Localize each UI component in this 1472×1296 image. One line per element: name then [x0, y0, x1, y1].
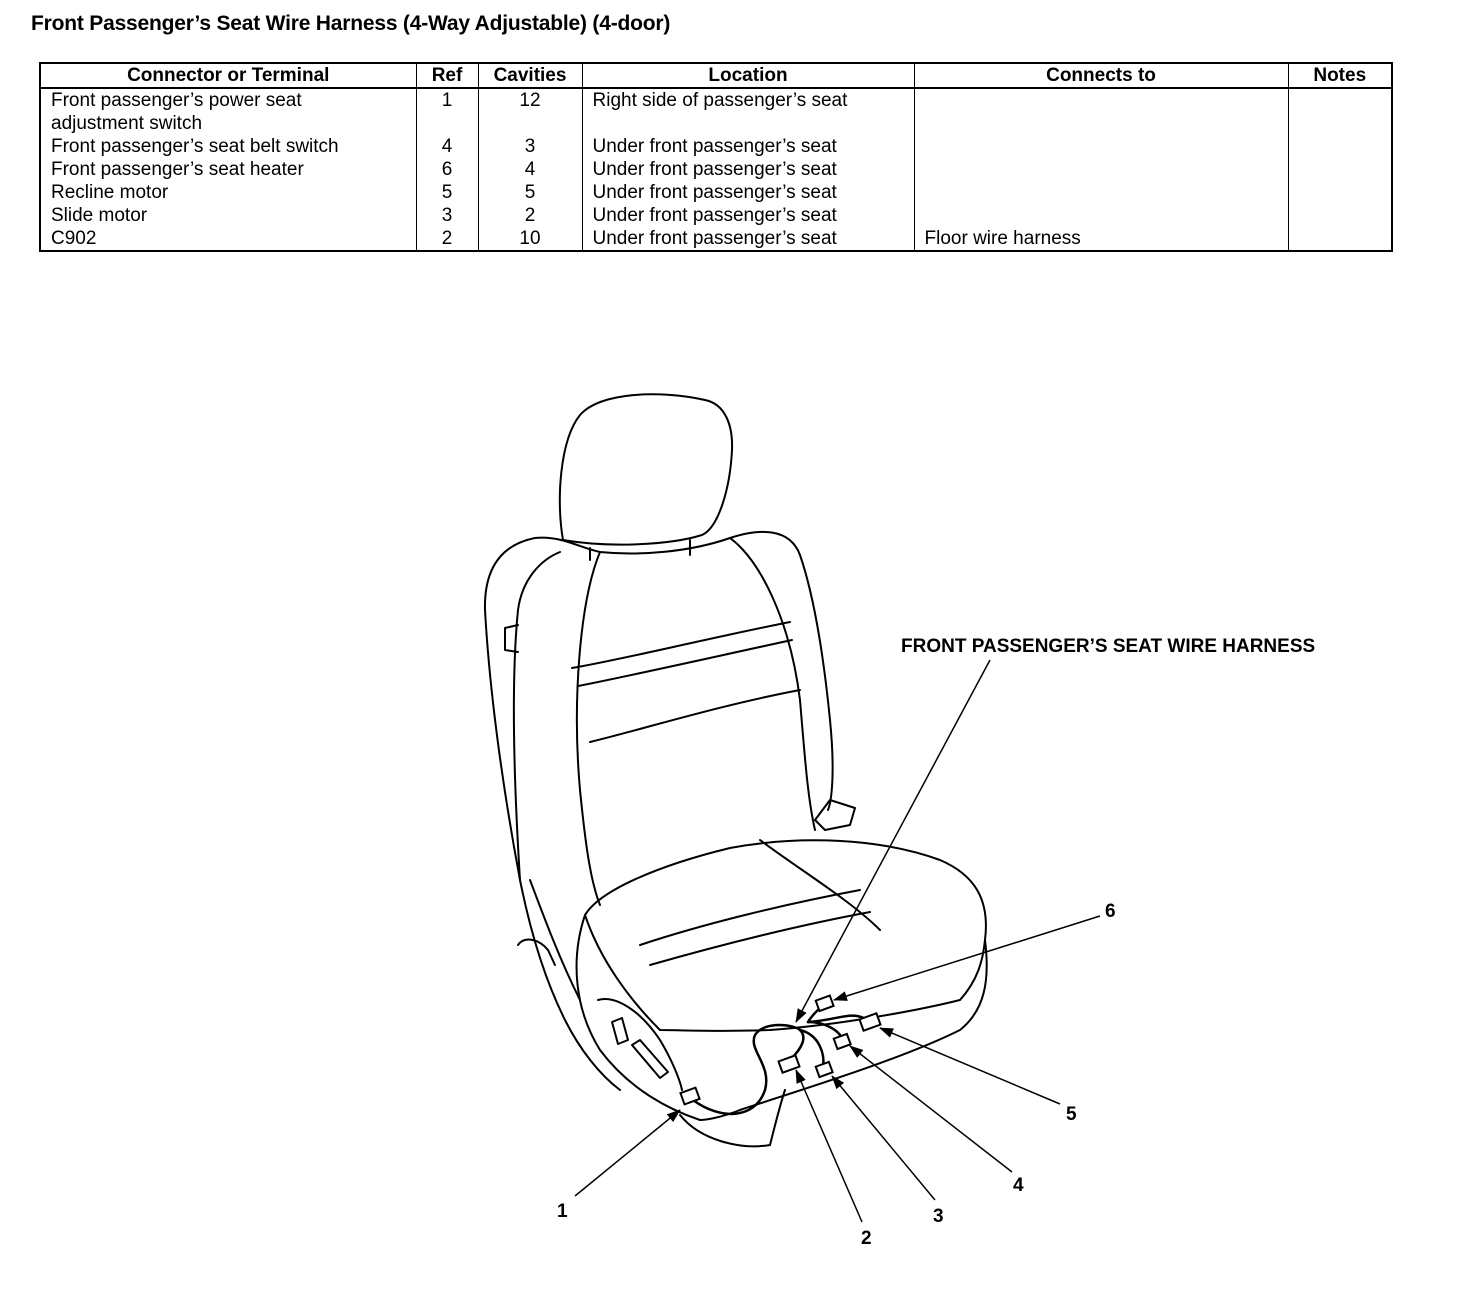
header-ref: Ref: [416, 63, 478, 88]
cell-location: Right side of passenger’s seat: [582, 88, 914, 135]
cell-connector: C902: [40, 227, 416, 251]
header-notes: Notes: [1288, 63, 1392, 88]
page-title: Front Passenger’s Seat Wire Harness (4-Way Adjustable) (4-door): [31, 12, 671, 35]
power-switch-knob: [612, 1018, 628, 1044]
callout-1: 1: [557, 1201, 568, 1222]
header-location: Location: [582, 63, 914, 88]
cell-connector: Slide motor: [40, 204, 416, 227]
seatback-seam-mid: [578, 640, 792, 686]
cell-connects-to: [914, 158, 1288, 181]
cell-location: Under front passenger’s seat: [582, 204, 914, 227]
cell-ref: 3: [416, 204, 478, 227]
leader-2: [796, 1070, 862, 1222]
leader-6: [834, 916, 1100, 1000]
cell-connects-to: [914, 204, 1288, 227]
leader-5: [880, 1028, 1060, 1104]
table-row: [40, 181, 1392, 204]
seat-side-rail-inner: [530, 880, 580, 1000]
cell-cavities: 2: [478, 204, 582, 227]
table-row: [40, 158, 1392, 181]
seat-harness-diagram: [0, 260, 1472, 1296]
connector-6: [816, 996, 834, 1011]
connector-3: [816, 1062, 833, 1077]
cell-location: Under front passenger’s seat: [582, 158, 914, 181]
cell-ref: 6: [416, 158, 478, 181]
table-row: [40, 135, 1392, 158]
seatback-side-bolster: [577, 552, 600, 905]
connectors: [680, 996, 880, 1105]
leader-3: [832, 1076, 935, 1200]
cell-cavities: 4: [478, 158, 582, 181]
callout-6: 6: [1105, 901, 1116, 922]
header-cavities: Cavities: [478, 63, 582, 88]
headrest-outline: [560, 394, 732, 544]
connector-line2: adjustment switch: [51, 113, 203, 134]
cell-cavities: 5: [478, 181, 582, 204]
seat-side-rail: [520, 880, 620, 1090]
cell-notes: [1288, 227, 1392, 251]
callout-4: 4: [1013, 1175, 1024, 1196]
power-switch-panel: [598, 999, 682, 1090]
cell-connector: Recline motor: [40, 181, 416, 204]
leader-4: [850, 1046, 1012, 1172]
cell-location: Under front passenger’s seat: [582, 135, 914, 158]
header-connects-to: Connects to: [914, 63, 1288, 88]
connector-4: [834, 1034, 851, 1049]
cell-ref: 4: [416, 135, 478, 158]
cell-cavities: 10: [478, 227, 582, 251]
seat-cushion-seam-rear: [650, 912, 870, 965]
cell-notes: [1288, 181, 1392, 204]
seat-base-lower: [680, 1115, 770, 1146]
cell-ref: 2: [416, 227, 478, 251]
seatback-outline: [485, 532, 833, 880]
seat-illustration: [485, 394, 987, 1146]
cell-notes: [1288, 204, 1392, 227]
header-connector: Connector or Terminal: [40, 63, 416, 88]
cell-connects-to: [914, 135, 1288, 158]
callout-2: 2: [861, 1228, 872, 1249]
callout-5: 5: [1066, 1104, 1077, 1125]
seatback-inner-right: [730, 538, 815, 830]
leader-1: [575, 1110, 680, 1196]
cell-connects-to: Floor wire harness: [914, 227, 1288, 251]
cell-ref: 5: [416, 181, 478, 204]
table-header-row: [40, 63, 1392, 88]
connector-table: [39, 62, 1393, 252]
seat-cushion-seam-front: [640, 890, 860, 945]
connector-5: [859, 1013, 880, 1030]
cell-notes: [1288, 158, 1392, 181]
cell-connector: Front passenger’s seat heater: [40, 158, 416, 181]
cell-notes: [1288, 135, 1392, 158]
cell-location: Under front passenger’s seat: [582, 227, 914, 251]
table-row: [40, 88, 1392, 135]
cell-connector: [40, 88, 416, 135]
table-row: [40, 204, 1392, 227]
cell-connects-to: [914, 88, 1288, 135]
cell-connector: Front passenger’s seat belt switch: [40, 135, 416, 158]
seatback-seam-upper: [572, 622, 790, 668]
seatback-inner-left: [514, 552, 560, 880]
seat-cushion-seam-side: [760, 840, 880, 930]
cell-connects-to: [914, 181, 1288, 204]
callout-3: 3: [933, 1206, 944, 1227]
seatback-seam-lower: [590, 690, 800, 742]
cell-location: Under front passenger’s seat: [582, 181, 914, 204]
table-row: [40, 227, 1392, 251]
harness-label: FRONT PASSENGER’S SEAT WIRE HARNESS: [901, 636, 1316, 657]
connector-line1: Front passenger’s power seat: [51, 90, 302, 111]
cell-notes: [1288, 88, 1392, 135]
seat-cushion-outline: [585, 840, 986, 1031]
seat-belt-buckle: [815, 800, 855, 830]
cell-cavities: 12: [478, 88, 582, 135]
cell-ref: 1: [416, 88, 478, 135]
cell-cavities: 3: [478, 135, 582, 158]
